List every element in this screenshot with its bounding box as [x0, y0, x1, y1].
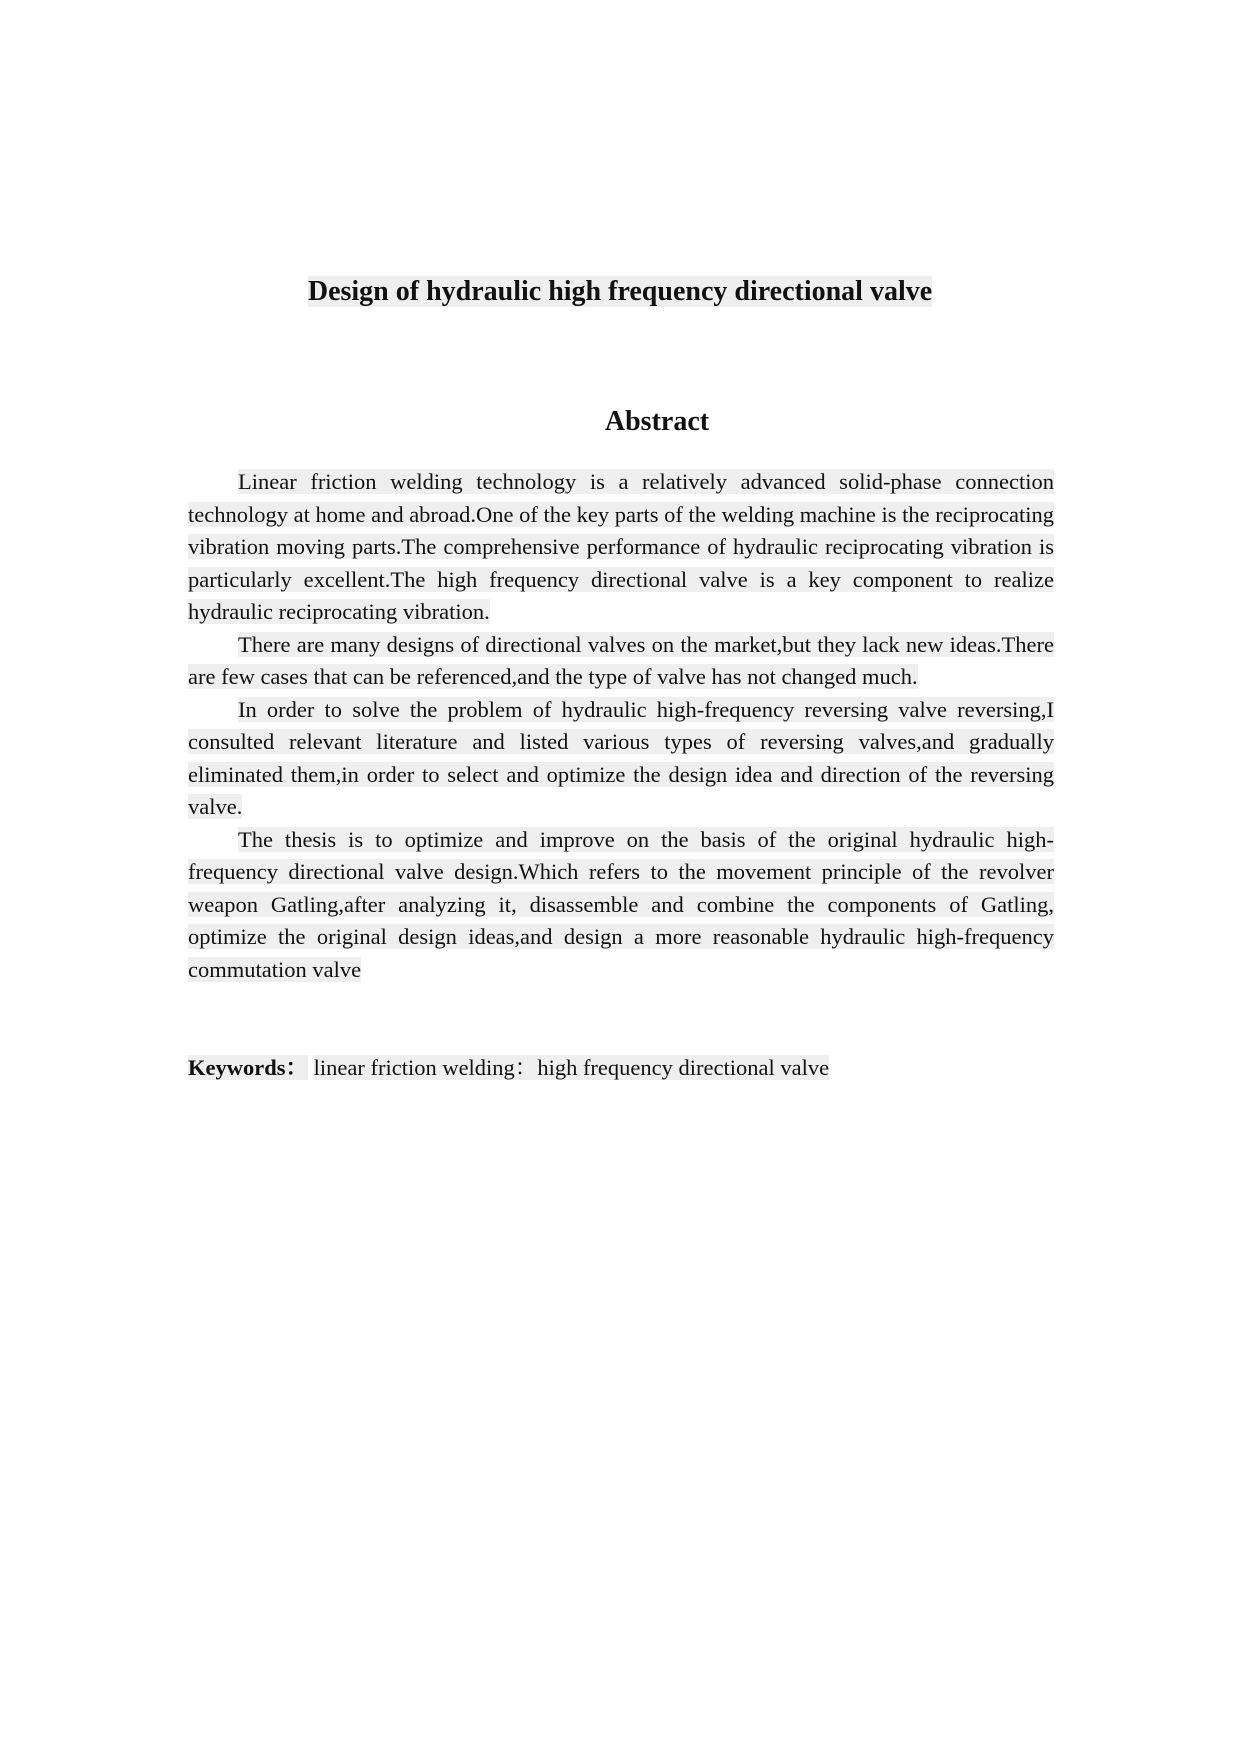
- keyword-item: linear friction welding：: [313, 1055, 538, 1080]
- abstract-heading-text: Abstract: [604, 406, 710, 437]
- document-title: [0, 272, 1240, 312]
- abstract-paragraph: [188, 824, 1054, 987]
- abstract-paragraph: [188, 466, 1054, 629]
- abstract-body: [188, 466, 1054, 986]
- abstract-heading: [587, 402, 727, 442]
- keywords-label: Keywords：: [188, 1055, 308, 1080]
- abstract-paragraph-text: There are many designs of directional valves on the market,but they lack new ideas.There are few cases that can be referenced,and the type of valve has not changed much.: [188, 631, 1054, 689]
- abstract-paragraph-text: Linear friction welding technology is a relatively advanced solid-phase connection technology at home and abroad.One of the key parts of the welding machine is the reciprocating vibration moving parts.The comprehensive performance of hydraulic reciprocating vibration is particularly excellent.The high frequency directional valve is a key component to realize hydraulic reciprocating vibration.: [188, 469, 1054, 624]
- abstract-paragraph-text: The thesis is to optimize and improve on the basis of the original hydraulic high-frequency directional valve design.Which refers to the movement principle of the revolver weapon Gatling,after analyzing it, disassemble and combine the components of Gatling, optimize the original design ideas,and design a more reasonable hydraulic high-frequency commutation valve: [188, 826, 1054, 982]
- keyword-item: high frequency directional valve: [537, 1055, 830, 1080]
- abstract-paragraph: [188, 629, 1054, 694]
- document-title-text: Design of hydraulic high frequency directional valve: [307, 276, 933, 307]
- keywords-line: [188, 1052, 1054, 1084]
- abstract-paragraph: [188, 694, 1054, 824]
- abstract-paragraph-text: In order to solve the problem of hydraulic high-frequency reversing valve reversing,I consulted relevant literature and listed various types of reversing valves,and gradually eliminated them,in order to select and optimize the design idea and direction of the reversing valve.: [188, 696, 1054, 819]
